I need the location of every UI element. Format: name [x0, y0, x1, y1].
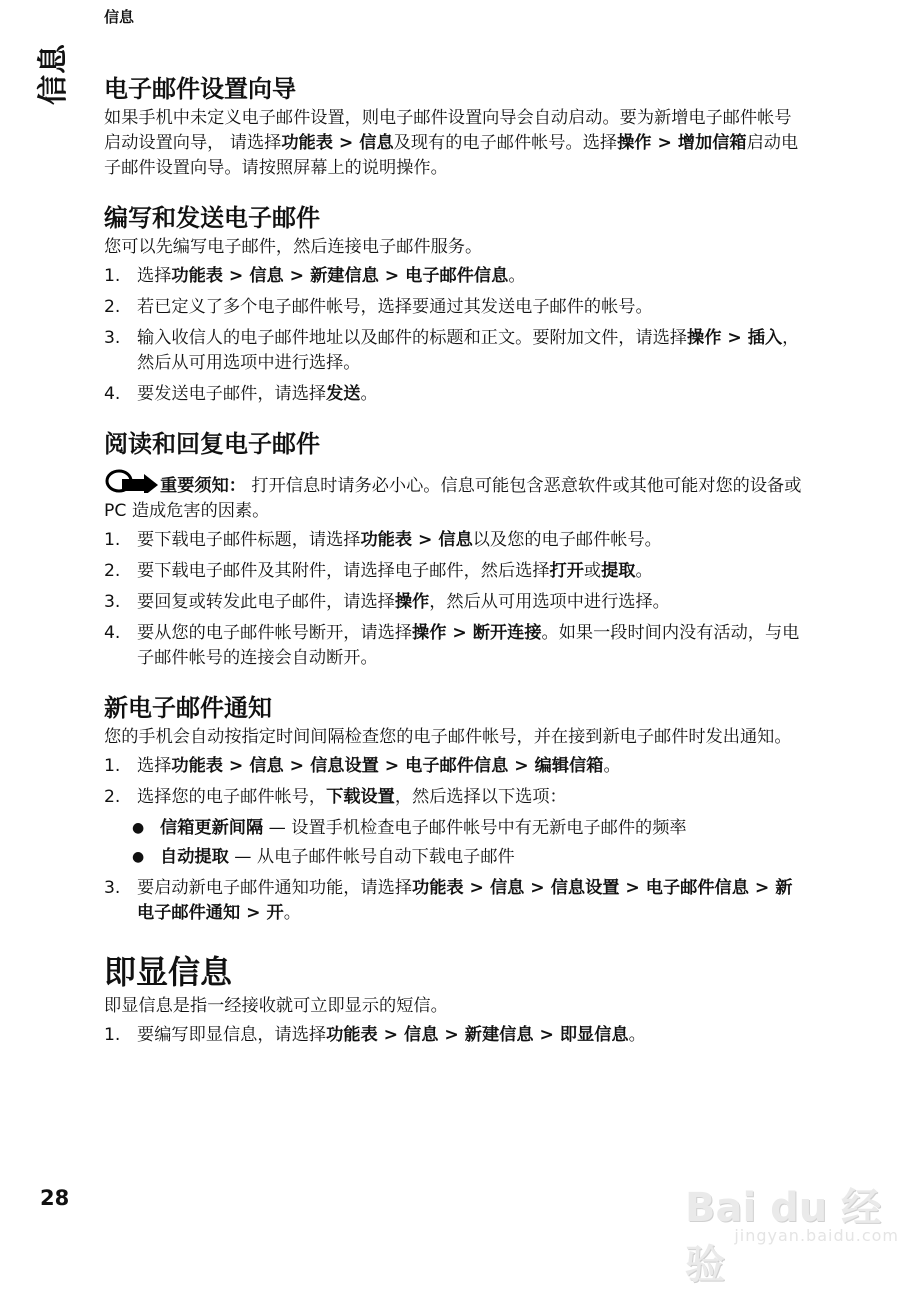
text: 或	[583, 561, 602, 581]
text: 若已定义了多个电子邮件帐号，选择要通过其发送电子邮件的帐号。	[137, 297, 653, 317]
text: 要回复或转发此电子邮件，请选择	[137, 592, 395, 612]
steps-list	[104, 528, 804, 671]
text: 。	[635, 561, 653, 581]
step-number: 3.	[104, 592, 121, 612]
watermark-logo: Bai du 经验	[685, 1185, 882, 1288]
side-tab-label: 信息	[36, 43, 71, 105]
text: 要下载电子邮件标题，请选择	[137, 530, 361, 550]
step-number: 3.	[104, 878, 121, 898]
bullet-icon: ●	[132, 820, 145, 836]
text: 及现有的电子邮件帐号。选择	[393, 133, 618, 153]
text: 。	[283, 903, 301, 923]
menu-path: 下载设置	[326, 787, 395, 807]
menu-path: 功能表 > 信息	[281, 133, 394, 153]
step-number: 4.	[104, 623, 121, 643]
notice	[104, 467, 804, 524]
section-email-wizard	[104, 74, 804, 181]
section-instant	[104, 952, 804, 1048]
watermark	[685, 1176, 905, 1288]
option-desc: — 从电子邮件帐号自动下载电子邮件	[228, 847, 515, 867]
steps-list	[104, 264, 804, 407]
page-content	[104, 74, 804, 1070]
text: 要从您的电子邮件帐号断开，请选择	[137, 623, 413, 643]
step-number: 1.	[104, 266, 121, 286]
section-compose	[104, 203, 804, 407]
list-item	[132, 816, 804, 841]
menu-path: 操作 > 断开连接	[412, 623, 542, 643]
side-tab	[28, 42, 72, 106]
paragraph: 您可以先编写电子邮件，然后连接电子邮件服务。	[104, 237, 483, 257]
text: 选择您的电子邮件帐号，	[137, 787, 327, 807]
watermark-url: jingyan.baidu.com	[734, 1226, 899, 1245]
text: 。	[603, 756, 621, 776]
step-number: 1.	[104, 1025, 121, 1045]
option-term: 信箱更新间隔	[160, 818, 264, 838]
running-header: 信息	[104, 8, 135, 26]
text: 。	[360, 384, 378, 404]
step-number: 2.	[104, 561, 121, 581]
text: 要下载电子邮件及其附件，请选择电子邮件，然后选择	[137, 561, 550, 581]
list-item	[104, 621, 804, 671]
list-item	[104, 785, 804, 870]
text: ，然后从可用选项中进行选择。	[429, 592, 670, 612]
paragraph	[104, 106, 804, 181]
step-number: 3.	[104, 328, 121, 348]
list-item	[104, 590, 804, 615]
text: 选择	[137, 266, 172, 286]
menu-path: 功能表 > 信息 > 新建信息 > 即显信息	[326, 1025, 629, 1045]
menu-path: 功能表 > 信息	[360, 530, 473, 550]
notice-label: 重要须知：	[160, 476, 246, 496]
menu-path: 操作 > 插入	[687, 328, 783, 348]
text: 。	[508, 266, 526, 286]
list-item	[104, 528, 804, 553]
list-item	[104, 326, 804, 376]
list-item	[104, 264, 804, 289]
menu-path: 操作 > 增加信箱	[617, 133, 747, 153]
text: 。如果一段时间内没有活动，与电子邮件帐号的连接会自动断开。	[137, 623, 800, 668]
page-number: 28	[40, 1186, 70, 1210]
step-number: 2.	[104, 297, 121, 317]
list-item	[104, 382, 804, 407]
section-heading: 新电子邮件通知	[104, 694, 272, 722]
bullet-icon: ●	[132, 849, 145, 865]
section-heading: 阅读和回复电子邮件	[104, 430, 320, 458]
chapter-heading: 即显信息	[104, 953, 233, 991]
list-item	[104, 559, 804, 584]
step-number: 2.	[104, 787, 121, 807]
list-item	[104, 295, 804, 320]
text: 以及您的电子邮件帐号。	[472, 530, 662, 550]
step-number: 1.	[104, 530, 121, 550]
menu-path: 打开	[549, 561, 584, 581]
step-number: 4.	[104, 384, 121, 404]
section-heading: 电子邮件设置向导	[104, 75, 296, 103]
menu-path: 功能表 > 信息 > 信息设置 > 电子邮件信息 > 新电子邮件通知 > 开	[137, 878, 793, 923]
text: ，然后从可用选项中进行选择。	[137, 328, 800, 373]
notice-icon	[104, 467, 160, 493]
text: 要发送电子邮件，请选择	[137, 384, 327, 404]
notice-text: 打开信息时请务必小心。信息可能包含恶意软件或其他可能对您的设备或 PC 造成危害的因素。	[104, 476, 802, 521]
text: ，然后选择以下选项：	[394, 787, 567, 807]
section-heading: 编写和发送电子邮件	[104, 204, 320, 232]
list-item	[104, 1023, 804, 1048]
menu-path: 操作	[394, 592, 430, 612]
steps-list	[104, 754, 804, 926]
text: 选择	[137, 756, 172, 776]
text: 要启动新电子邮件通知功能，请选择	[137, 878, 413, 898]
text: 输入收信人的电子邮件地址以及邮件的标题和正文。要附加文件，请选择	[137, 328, 688, 348]
list-item	[132, 845, 804, 870]
text: 。	[628, 1025, 646, 1045]
section-read-reply	[104, 429, 804, 671]
paragraph: 您的手机会自动按指定时间间隔检查您的电子邮件帐号，并在接到新电子邮件时发出通知。	[104, 727, 792, 747]
options-list	[104, 816, 804, 870]
steps-list	[104, 1023, 804, 1048]
text: 启动电子邮件设置向导。请按照屏幕上的说明操作。	[104, 133, 799, 178]
paragraph: 即显信息是指一经接收就可立即显示的短信。	[104, 996, 448, 1016]
menu-path: 提取	[601, 561, 636, 581]
list-item	[104, 754, 804, 779]
step-number: 1.	[104, 756, 121, 776]
section-notification	[104, 693, 804, 926]
menu-path: 功能表 > 信息 > 信息设置 > 电子邮件信息 > 编辑信箱	[171, 756, 604, 776]
list-item	[104, 876, 804, 926]
text: 要编写即显信息，请选择	[137, 1025, 327, 1045]
text: 如果手机中未定义电子邮件设置，则电子邮件设置向导会自动启动。要为新增电子邮件帐号启动设置向导， 请选择	[104, 108, 792, 153]
menu-path: 功能表 > 信息 > 新建信息 > 电子邮件信息	[171, 266, 509, 286]
menu-path: 发送	[326, 384, 361, 404]
option-term: 自动提取	[160, 847, 229, 867]
option-desc: — 设置手机检查电子邮件帐号中有无新电子邮件的频率	[263, 818, 687, 838]
